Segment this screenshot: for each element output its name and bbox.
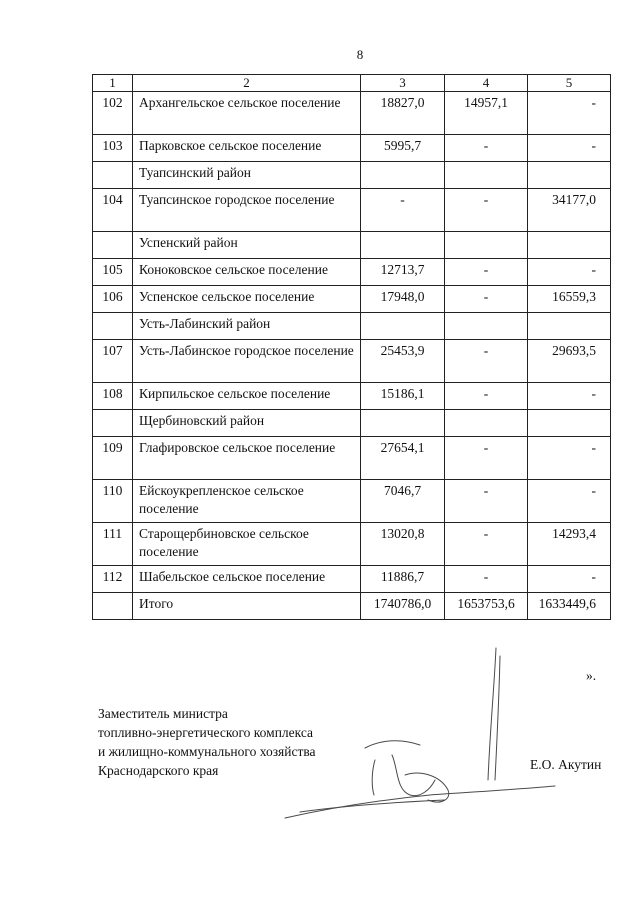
header-col-5: 5 (528, 75, 611, 92)
column-4-value-cell: - (445, 340, 528, 383)
row-number-cell: 107 (93, 340, 133, 383)
column-4-value-cell: - (445, 566, 528, 593)
column-5-value-cell: 14293,4 (528, 523, 611, 566)
municipality-name-cell: Глафировское сельское поселение (133, 437, 361, 480)
column-4-value-cell: 1653753,6 (445, 593, 528, 620)
municipality-name-cell: Старощербиновское сельское поселение (133, 523, 361, 566)
municipality-name-cell: Усть-Лабинский район (133, 313, 361, 340)
municipality-name-cell: Парковское сельское поселение (133, 135, 361, 162)
column-3-value-cell: 25453,9 (361, 340, 445, 383)
column-3-value-cell: 5995,7 (361, 135, 445, 162)
column-3-value-cell: 1740786,0 (361, 593, 445, 620)
page-number: 8 (356, 47, 364, 62)
signatory-title-line: и жилищно-коммунального хозяйства (98, 744, 316, 759)
municipality-name-cell: Итого (133, 593, 361, 620)
column-4-value-cell: - (445, 437, 528, 480)
row-number-cell: 102 (93, 92, 133, 135)
row-number-cell: 109 (93, 437, 133, 480)
row-number-cell: 106 (93, 286, 133, 313)
row-number-cell: 111 (93, 523, 133, 566)
row-number-cell: 112 (93, 566, 133, 593)
header-col-4: 4 (445, 75, 528, 92)
municipality-name-cell: Шабельское сельское поселение (133, 566, 361, 593)
municipality-name-cell: Успенское сельское поселение (133, 286, 361, 313)
municipality-name-cell: Туапсинское городское поселение (133, 189, 361, 232)
column-3-value-cell: 15186,1 (361, 383, 445, 410)
column-3-value-cell: - (361, 189, 445, 232)
municipality-name-cell: Ейскоукрепленское сельское поселение (133, 480, 361, 523)
column-5-value-cell: - (528, 383, 611, 410)
municipality-name-cell: Туапсинский район (133, 162, 361, 189)
signatory-title-line: Заместитель министра (98, 706, 228, 721)
municipality-name-cell: Усть-Лабинское городское поселение (133, 340, 361, 383)
column-5-value-cell: - (528, 437, 611, 480)
column-5-value-cell: 16559,3 (528, 286, 611, 313)
header-col-1: 1 (93, 75, 133, 92)
column-4-value-cell: - (445, 259, 528, 286)
municipality-name-cell: Щербиновский район (133, 410, 361, 437)
column-3-value-cell: 27654,1 (361, 437, 445, 480)
row-number-cell: 110 (93, 480, 133, 523)
signatory-title-line: топливно-энергетического комплекса (98, 725, 314, 740)
signatory-title-line: Краснодарского края (98, 763, 219, 778)
column-5-value-cell: 29693,5 (528, 340, 611, 383)
municipality-name-cell: Архангельское сельское поселение (133, 92, 361, 135)
column-4-value-cell: 14957,1 (445, 92, 528, 135)
header-col-3: 3 (361, 75, 445, 92)
column-3-value-cell: 7046,7 (361, 480, 445, 523)
signer-name: Е.О. Акутин (530, 757, 602, 772)
column-5-value-cell: 1633449,6 (528, 593, 611, 620)
column-3-value-cell: 13020,8 (361, 523, 445, 566)
row-number-cell: 105 (93, 259, 133, 286)
municipality-name-cell: Кирпильское сельское поселение (133, 383, 361, 410)
row-number-cell: 108 (93, 383, 133, 410)
row-number-cell: 103 (93, 135, 133, 162)
column-5-value-cell: - (528, 259, 611, 286)
municipality-name-cell: Коноковское сельское поселение (133, 259, 361, 286)
column-4-value-cell: - (445, 189, 528, 232)
column-4-value-cell: - (445, 480, 528, 523)
closing-quote: ». (586, 668, 597, 683)
column-5-value-cell: - (528, 566, 611, 593)
row-number-cell: 104 (93, 189, 133, 232)
column-4-value-cell: - (445, 383, 528, 410)
column-4-value-cell: - (445, 286, 528, 313)
column-3-value-cell: 11886,7 (361, 566, 445, 593)
column-5-value-cell: - (528, 135, 611, 162)
column-3-value-cell: 17948,0 (361, 286, 445, 313)
column-3-value-cell: 18827,0 (361, 92, 445, 135)
column-5-value-cell: - (528, 92, 611, 135)
column-5-value-cell: 34177,0 (528, 189, 611, 232)
column-4-value-cell: - (445, 523, 528, 566)
column-4-value-cell: - (445, 135, 528, 162)
header-col-2: 2 (133, 75, 361, 92)
municipality-name-cell: Успенский район (133, 232, 361, 259)
column-5-value-cell: - (528, 480, 611, 523)
column-3-value-cell: 12713,7 (361, 259, 445, 286)
